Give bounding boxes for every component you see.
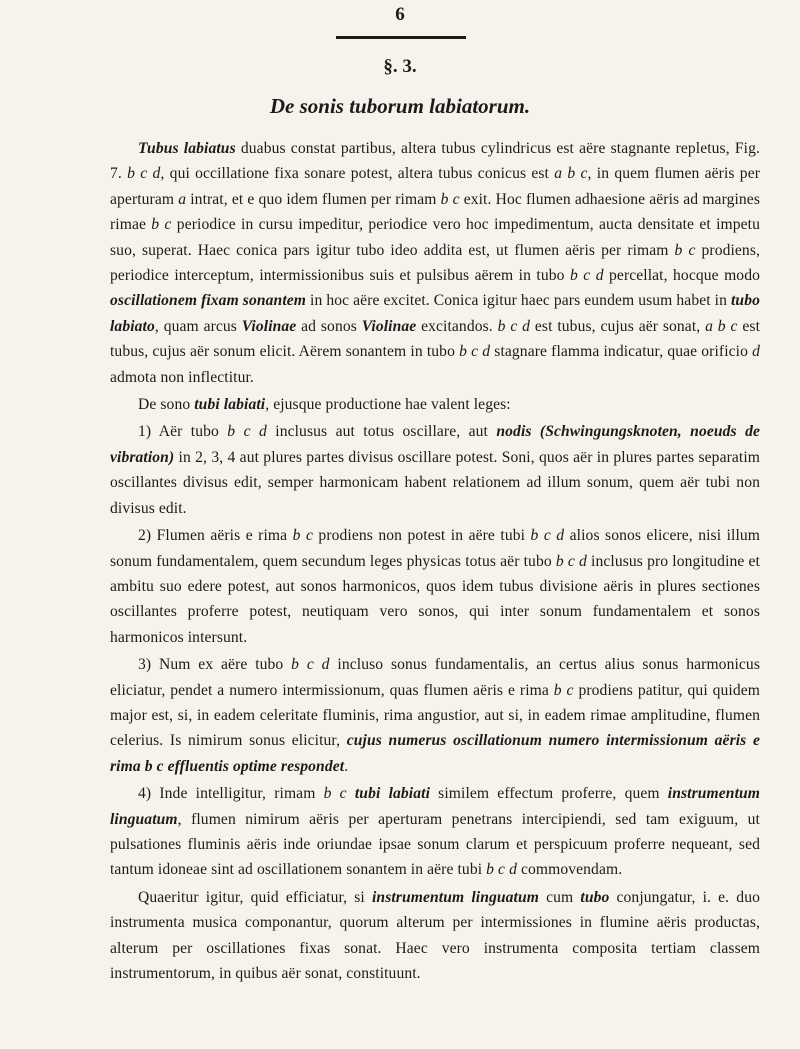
text-run: inclusus pro longitudine et ambitu suo edere potest, aut sonos harmonicos, quos idem tubus divisione aëris in plures sectiones oscillantes proferre potest, neutiquam vero sonos, qui inter sonum fundamentalem et sonos harmonicos intersunt. <box>110 552 760 646</box>
italic-label: b c <box>553 681 574 699</box>
text-run: in 2, 3, 4 aut plures partes divisus oscillare potest. Soni, quos aër in plures partes separatim oscillantes divisus edit, semper harmonicam habent relationem ad illum sonum, quem aër tubi non divisus edit. <box>110 448 760 517</box>
text-run: inclusus aut totus oscillare, aut <box>266 423 497 441</box>
emphasis-text: tubi labiati <box>354 785 431 803</box>
italic-label: b c d <box>569 267 604 285</box>
text-run: , quam arcus <box>154 317 242 335</box>
text-run: prodiens, periodice interceptum, intermissionibus suis et pulsibus aërem in tubo <box>110 241 761 285</box>
emphasis-text: Violinae <box>361 317 417 335</box>
text-run: incluso sonus fundamentalis, an certus alius sonus harmonicus eliciatur, pendet a numero intermissionum, quas flumen aëris e rima <box>110 656 760 699</box>
text-run: in hoc aëre excitet. Conica igitur haec pars eundem usum habet in <box>306 292 731 310</box>
text-run: , flumen nimirum aëris per aperturam penetrans intercipiendi, sed tam exiguum, ut pulsationes fluminis aëris inde oriundae ipsae sonum clarum et perspicuum proferre nequeant, sed tantum idoneae sint ad oscillationem sonantem in aëre tubi <box>110 810 760 879</box>
emphasis-text: Violinae <box>241 317 297 335</box>
italic-label: a <box>178 190 187 208</box>
text-run: , qui occillatione fixa sonare potest, altera tubus conicus est <box>160 165 555 183</box>
italic-label: b c d <box>555 552 587 570</box>
italic-label: b c d <box>459 343 491 361</box>
text-run: conjungatur, i. e. duo instrumenta musica componantur, quorum alterum per intermissiones in flumine aëris productas, alterum per oscillationes fixas sonat. Haec vero instrumenta composita tertiam classem instrumentorum, in quibus aër sonat, constituunt. <box>110 888 760 982</box>
text-run: excitandos. <box>416 317 498 335</box>
text-run: est tubus, cujus aër sonum elicit. Aërem sonantem in tubo <box>110 317 761 361</box>
emphasis-text: Tubus labiatus <box>138 140 236 157</box>
emphasis-text: nodis (Schwingungsknoten, noeuds de vibration) <box>110 423 761 466</box>
italic-label: b c <box>440 190 460 208</box>
italic-label: b c <box>292 527 313 545</box>
section-title: De sonis tuborum labiatorum. <box>269 94 531 118</box>
paragraph <box>110 652 760 779</box>
italic-label: b c <box>674 241 696 259</box>
paragraph <box>110 781 760 883</box>
text-run: alios sonos elicere, nisi illum sonum fundamentalem, quem secundum leges physicas totus aër tubo <box>110 527 761 570</box>
text-run: admota non inflectitur. <box>110 368 254 386</box>
text-run: Quaeritur igitur, quid efficiatur, si <box>138 888 372 906</box>
text-run <box>347 785 355 802</box>
italic-label: b c d <box>486 861 517 879</box>
text-run: stagnare flamma indicatur, quae orificio <box>490 343 753 361</box>
text-run: est tubus, cujus aër sonat, <box>530 317 706 335</box>
paragraph <box>110 523 760 650</box>
text-run: , in quem flumen aëris per aperturam <box>110 165 761 208</box>
text-run: intrat, et e quo idem flumen per rimam <box>186 190 441 208</box>
paragraph <box>110 136 760 390</box>
text-run: 3) Num ex aëre tubo <box>138 656 292 674</box>
text-run: similem effectum proferre, quem <box>430 785 668 803</box>
paragraph <box>110 392 760 417</box>
text-run: prodiens non potest in aëre tubi <box>312 527 531 545</box>
italic-label: b c <box>323 785 347 803</box>
emphasis-text: instrumentum linguatum <box>372 888 539 906</box>
section-number: §. 3. <box>383 56 417 77</box>
italic-label: b c d <box>127 165 161 183</box>
text-run: exit. Hoc flumen adhaesione aëris ad margines rimae <box>110 190 760 234</box>
italic-label: b c <box>151 216 172 234</box>
italic-label: b c d <box>497 317 531 335</box>
text-run: periodice in cursu impeditur, periodice vero hoc impedimentum, aucta densitate et impetu suo, superat. Haec conica pars igitur tubo ideo addita est, ut flumen aëris per rimam <box>110 216 760 259</box>
emphasis-text: tubo <box>580 888 610 906</box>
text-run: percellat, hocque modo <box>603 267 760 285</box>
paragraph <box>110 885 760 987</box>
text-run: 2) Flumen aëris e rima <box>138 527 293 545</box>
emphasis-text: oscillationem fixam sonantem <box>110 292 307 310</box>
italic-label: b c d <box>227 423 267 441</box>
text-run: commovendam. <box>516 861 623 879</box>
text-run: 4) Inde intelligitur, rimam <box>138 785 324 803</box>
body-text <box>110 136 760 986</box>
page-number: 6 <box>395 4 405 25</box>
italic-label: b c d <box>530 527 565 545</box>
text-run: 1) Aër tubo <box>138 423 228 441</box>
italic-label: b c d <box>291 656 330 674</box>
emphasis-text: tubi labiati <box>194 396 266 414</box>
italic-label: d <box>752 343 761 361</box>
text-run: cum <box>538 888 581 906</box>
emphasis-text: cujus numerus oscillationum numero intermissionum aëris e rima b c effluentis optime respondet <box>110 732 760 775</box>
text-run: De sono <box>138 396 195 414</box>
text-run: . <box>344 757 349 775</box>
italic-label: a b c <box>554 165 588 183</box>
text-run: ad sonos <box>296 317 362 335</box>
text-run: , ejusque productione hae valent leges: <box>265 396 511 414</box>
header-rule <box>336 36 466 39</box>
paragraph <box>110 419 760 521</box>
emphasis-text: instrumentum linguatum <box>110 785 761 828</box>
text-run: prodiens patitur, qui quidem major est, si, in eadem celeritate fluminis, rima angustior, aut si, in eadem rimae amplitudine, flumen celerius. Is nimirum sonus elicitur, <box>110 681 761 750</box>
text-run: duabus constat partibus, altera tubus cylindricus est aëre stagnante repletus, Fig. 7. <box>110 140 760 183</box>
emphasis-text: tubo labiato <box>110 292 760 335</box>
italic-label: a b c <box>705 317 738 335</box>
